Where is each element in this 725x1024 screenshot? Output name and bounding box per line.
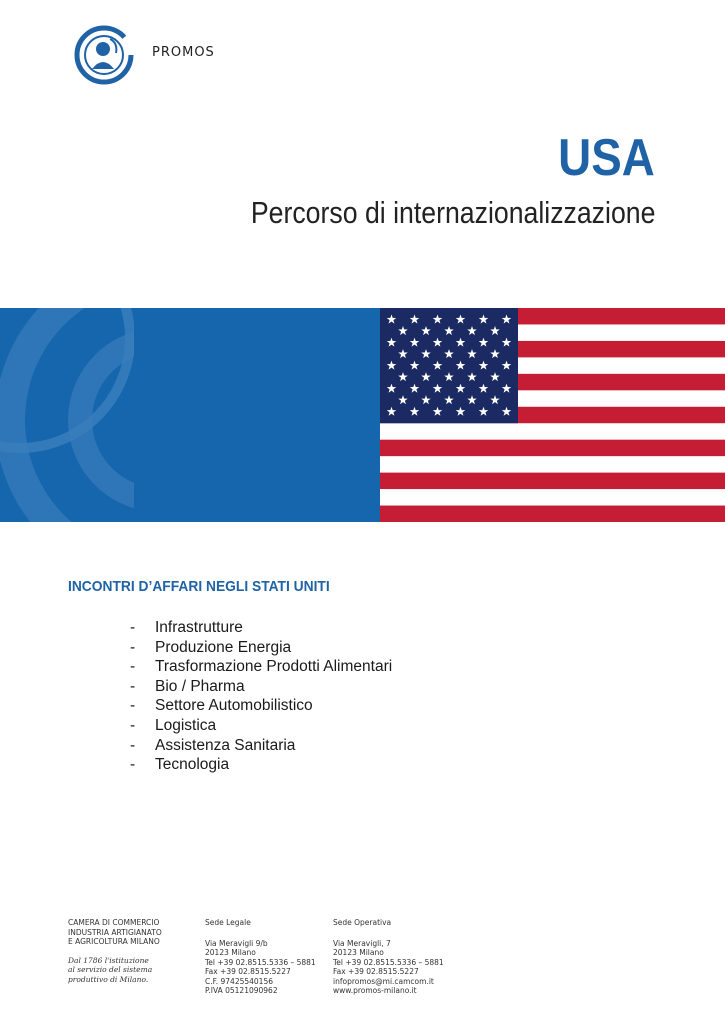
list-item [130, 657, 392, 677]
list-bullet: - [130, 716, 136, 734]
page-subtitle: Percorso di internazionalizzazione [250, 195, 655, 230]
list-bullet: - [130, 619, 136, 636]
footer-tagline-line: Dal 1786 l'istituzione [68, 955, 149, 965]
banner-blue-panel [0, 308, 380, 522]
footer-legal-line: P.IVA 05121090962 [205, 986, 278, 995]
hero-banner [0, 308, 725, 522]
footer-operational-line: Via Meravigli, 7 [333, 938, 391, 948]
list-bullet: - [130, 756, 136, 774]
footer-tagline [68, 956, 162, 985]
footer-legal-line: 20123 Milano [205, 948, 256, 957]
footer-chamber [68, 918, 162, 984]
list-item-label: Produzione Energia [155, 638, 292, 656]
section-heading: INCONTRI D’AFFARI NEGLI STATI UNITI [68, 578, 330, 595]
footer-legal-office [205, 918, 316, 996]
footer-operational-line: 20123 Milano [333, 948, 384, 957]
footer-legal-line: C.F. 97425540156 [205, 976, 273, 986]
footer-legal-line: Tel +39 02.8515.5336 – 5881 [205, 957, 316, 967]
list-bullet: - [130, 658, 136, 676]
sector-list [130, 618, 392, 775]
list-item [130, 755, 392, 775]
list-item-label: Assistenza Sanitaria [155, 736, 296, 754]
list-item [130, 716, 392, 736]
list-bullet: - [130, 736, 136, 754]
footer-legal-title: Sede Legale [205, 918, 251, 927]
footer-chamber-line: INDUSTRIA ARTIGIANATO [68, 927, 162, 937]
usa-flag-icon [380, 308, 725, 522]
list-item-label: Trasformazione Prodotti Alimentari [155, 658, 393, 676]
footer-operational-title: Sede Operativa [333, 918, 392, 927]
footer-chamber-line: E AGRICOLTURA MILANO [68, 937, 160, 946]
brand-name: PROMOS [152, 45, 215, 60]
list-item-label: Infrastrutture [155, 619, 243, 636]
footer-operational-line: Fax +39 02.8515.5227 [333, 967, 419, 976]
list-item [130, 696, 392, 716]
list-item-label: Logistica [155, 716, 217, 734]
footer-email-link[interactable]: infopromos@mi.camcom.it [333, 976, 434, 986]
footer-chamber-line: CAMERA DI COMMERCIO [68, 918, 160, 927]
list-item [130, 736, 392, 756]
c-arcs-decoration [0, 308, 380, 522]
list-bullet: - [130, 697, 136, 715]
list-item [130, 677, 392, 697]
footer-tagline-line: produttivo di Milano. [68, 974, 149, 984]
list-bullet: - [130, 638, 136, 656]
list-item-label: Settore Automobilistico [155, 697, 313, 715]
footer-operational-line: Tel +39 02.8515.5336 – 5881 [333, 957, 444, 967]
list-item [130, 638, 392, 658]
list-item [130, 618, 392, 638]
footer-operational-office [333, 918, 444, 996]
footer-tagline-line: al servizio del sistema [68, 965, 153, 974]
list-item-label: Bio / Pharma [155, 677, 245, 695]
page-title: USA [558, 129, 655, 187]
list-bullet: - [130, 677, 136, 695]
list-item-label: Tecnologia [155, 756, 230, 774]
footer-website-link[interactable]: www.promos-milano.it [333, 986, 417, 995]
footer-legal-line: Via Meravigli 9/b [205, 938, 268, 948]
footer-legal-line: Fax +39 02.8515.5227 [205, 967, 291, 976]
promos-logo-icon [74, 25, 134, 85]
